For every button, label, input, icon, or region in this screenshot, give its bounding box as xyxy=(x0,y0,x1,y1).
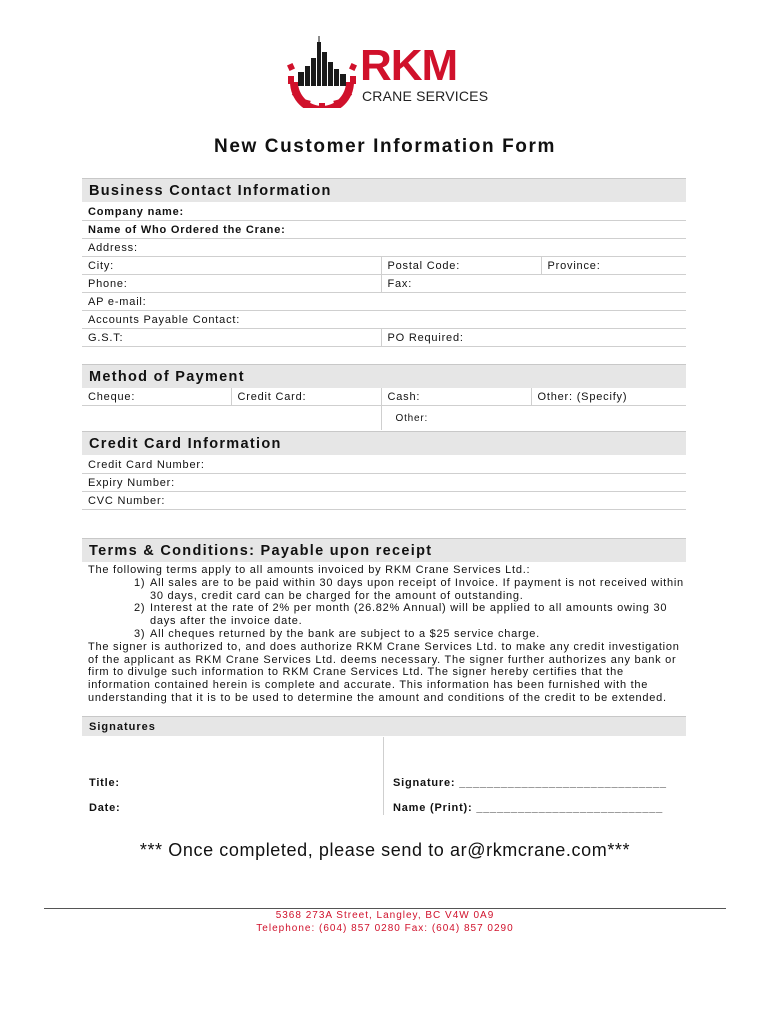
ap-email-label: AP e-mail: xyxy=(82,293,686,311)
who-ordered-label: Name of Who Ordered the Crane: xyxy=(82,221,686,239)
title-field[interactable]: Title: xyxy=(89,777,120,789)
payment-table xyxy=(82,388,686,430)
date-field[interactable]: Date: xyxy=(89,802,121,814)
ap-contact-row[interactable] xyxy=(82,311,686,329)
postal-code-label: Postal Code: xyxy=(381,257,541,275)
signatures-header: Signatures xyxy=(82,716,686,736)
footer-rule xyxy=(44,908,726,909)
city-row[interactable] xyxy=(82,257,686,275)
cvc-label: CVC Number: xyxy=(82,492,686,510)
crane-skyline-gear-icon xyxy=(282,36,362,108)
terms-item: 1) All sales are to be paid within 30 days upon receipt of Invoice. If payment is not received within 30 days, credit card can be charged for the amount of outstanding. xyxy=(134,576,684,602)
other-field-label[interactable]: Other: xyxy=(381,406,686,431)
payment-other-row xyxy=(82,406,686,431)
form-title: New Customer Information Form xyxy=(214,136,556,157)
signature-field[interactable]: Signature: ______________________________ xyxy=(393,777,667,789)
logo-name: RKM xyxy=(360,41,458,90)
address-row[interactable] xyxy=(82,239,686,257)
terms-item: 2) Interest at the rate of 2% per month (26.82% Annual) will be applied to all amounts owing 30 days after the invoice date. xyxy=(134,602,668,628)
gst-label: G.S.T: xyxy=(82,329,381,347)
terms-paragraph: The signer is authorized to, and does authorize RKM Crane Services Ltd. to make any credit investigation of the applicant as RKM Crane Services Ltd. deems necessary. The signer further authorizes any bank or firm to divulge such information to RKM Crane Services Ltd. The signer hereby certifies that the information contained herein is complete and accurate. This information has been furnished with the understanding that it is to be used to determine the amount and conditions of the credit to be extended. xyxy=(88,640,680,704)
credit-card-option[interactable]: Credit Card: xyxy=(231,388,381,406)
footer-address: 5368 273A Street, Langley, BC V4W 0A9 xyxy=(275,910,495,921)
credit-card-header: Credit Card Information xyxy=(82,431,686,455)
name-print-field[interactable]: Name (Print): ___________________________ xyxy=(393,802,664,814)
cash-option[interactable]: Cash: xyxy=(381,388,531,406)
terms-intro: The following terms apply to all amounts invoiced by RKM Crane Services Ltd.: xyxy=(88,564,531,576)
gst-row[interactable] xyxy=(82,329,686,347)
company-logo xyxy=(282,36,492,108)
business-contact-header: Business Contact Information xyxy=(82,178,686,202)
signatures-grid xyxy=(82,737,686,815)
card-number-label: Credit Card Number: xyxy=(82,456,686,474)
city-label: City: xyxy=(82,257,381,275)
signatures-divider xyxy=(383,737,384,815)
expiry-row[interactable] xyxy=(82,474,686,492)
card-number-row[interactable] xyxy=(82,456,686,474)
ap-email-row[interactable] xyxy=(82,293,686,311)
business-contact-table xyxy=(82,203,686,347)
address-label: Address: xyxy=(82,239,686,257)
terms-list xyxy=(88,577,684,641)
po-required-label: PO Required: xyxy=(381,329,686,347)
cvc-row[interactable] xyxy=(82,492,686,510)
footer-phones: Telephone: (604) 857 0280 Fax: (604) 857 0290 xyxy=(256,923,514,934)
payment-options-row xyxy=(82,388,686,406)
company-name-row[interactable] xyxy=(82,203,686,221)
cheque-option[interactable]: Cheque: xyxy=(82,388,231,406)
payment-header: Method of Payment xyxy=(82,364,686,388)
expiry-label: Expiry Number: xyxy=(82,474,686,492)
province-label: Province: xyxy=(541,257,686,275)
fax-label: Fax: xyxy=(381,275,686,293)
ap-contact-label: Accounts Payable Contact: xyxy=(82,311,686,329)
who-ordered-row[interactable] xyxy=(82,221,686,239)
company-name-label: Company name: xyxy=(82,203,686,221)
logo-subtitle: CRANE SERVICES xyxy=(362,88,489,104)
terms-text xyxy=(88,564,684,705)
terms-item: 3) All cheques returned by the bank are subject to a $25 service charge. xyxy=(134,627,540,640)
completed-instruction: *** Once completed, please send to ar@rkmcrane.com*** xyxy=(139,840,631,860)
terms-header: Terms & Conditions: Payable upon receipt xyxy=(82,538,686,562)
other-specify-option[interactable]: Other: (Specify) xyxy=(531,388,686,406)
phone-row[interactable] xyxy=(82,275,686,293)
phone-label: Phone: xyxy=(82,275,381,293)
credit-card-table xyxy=(82,456,686,510)
